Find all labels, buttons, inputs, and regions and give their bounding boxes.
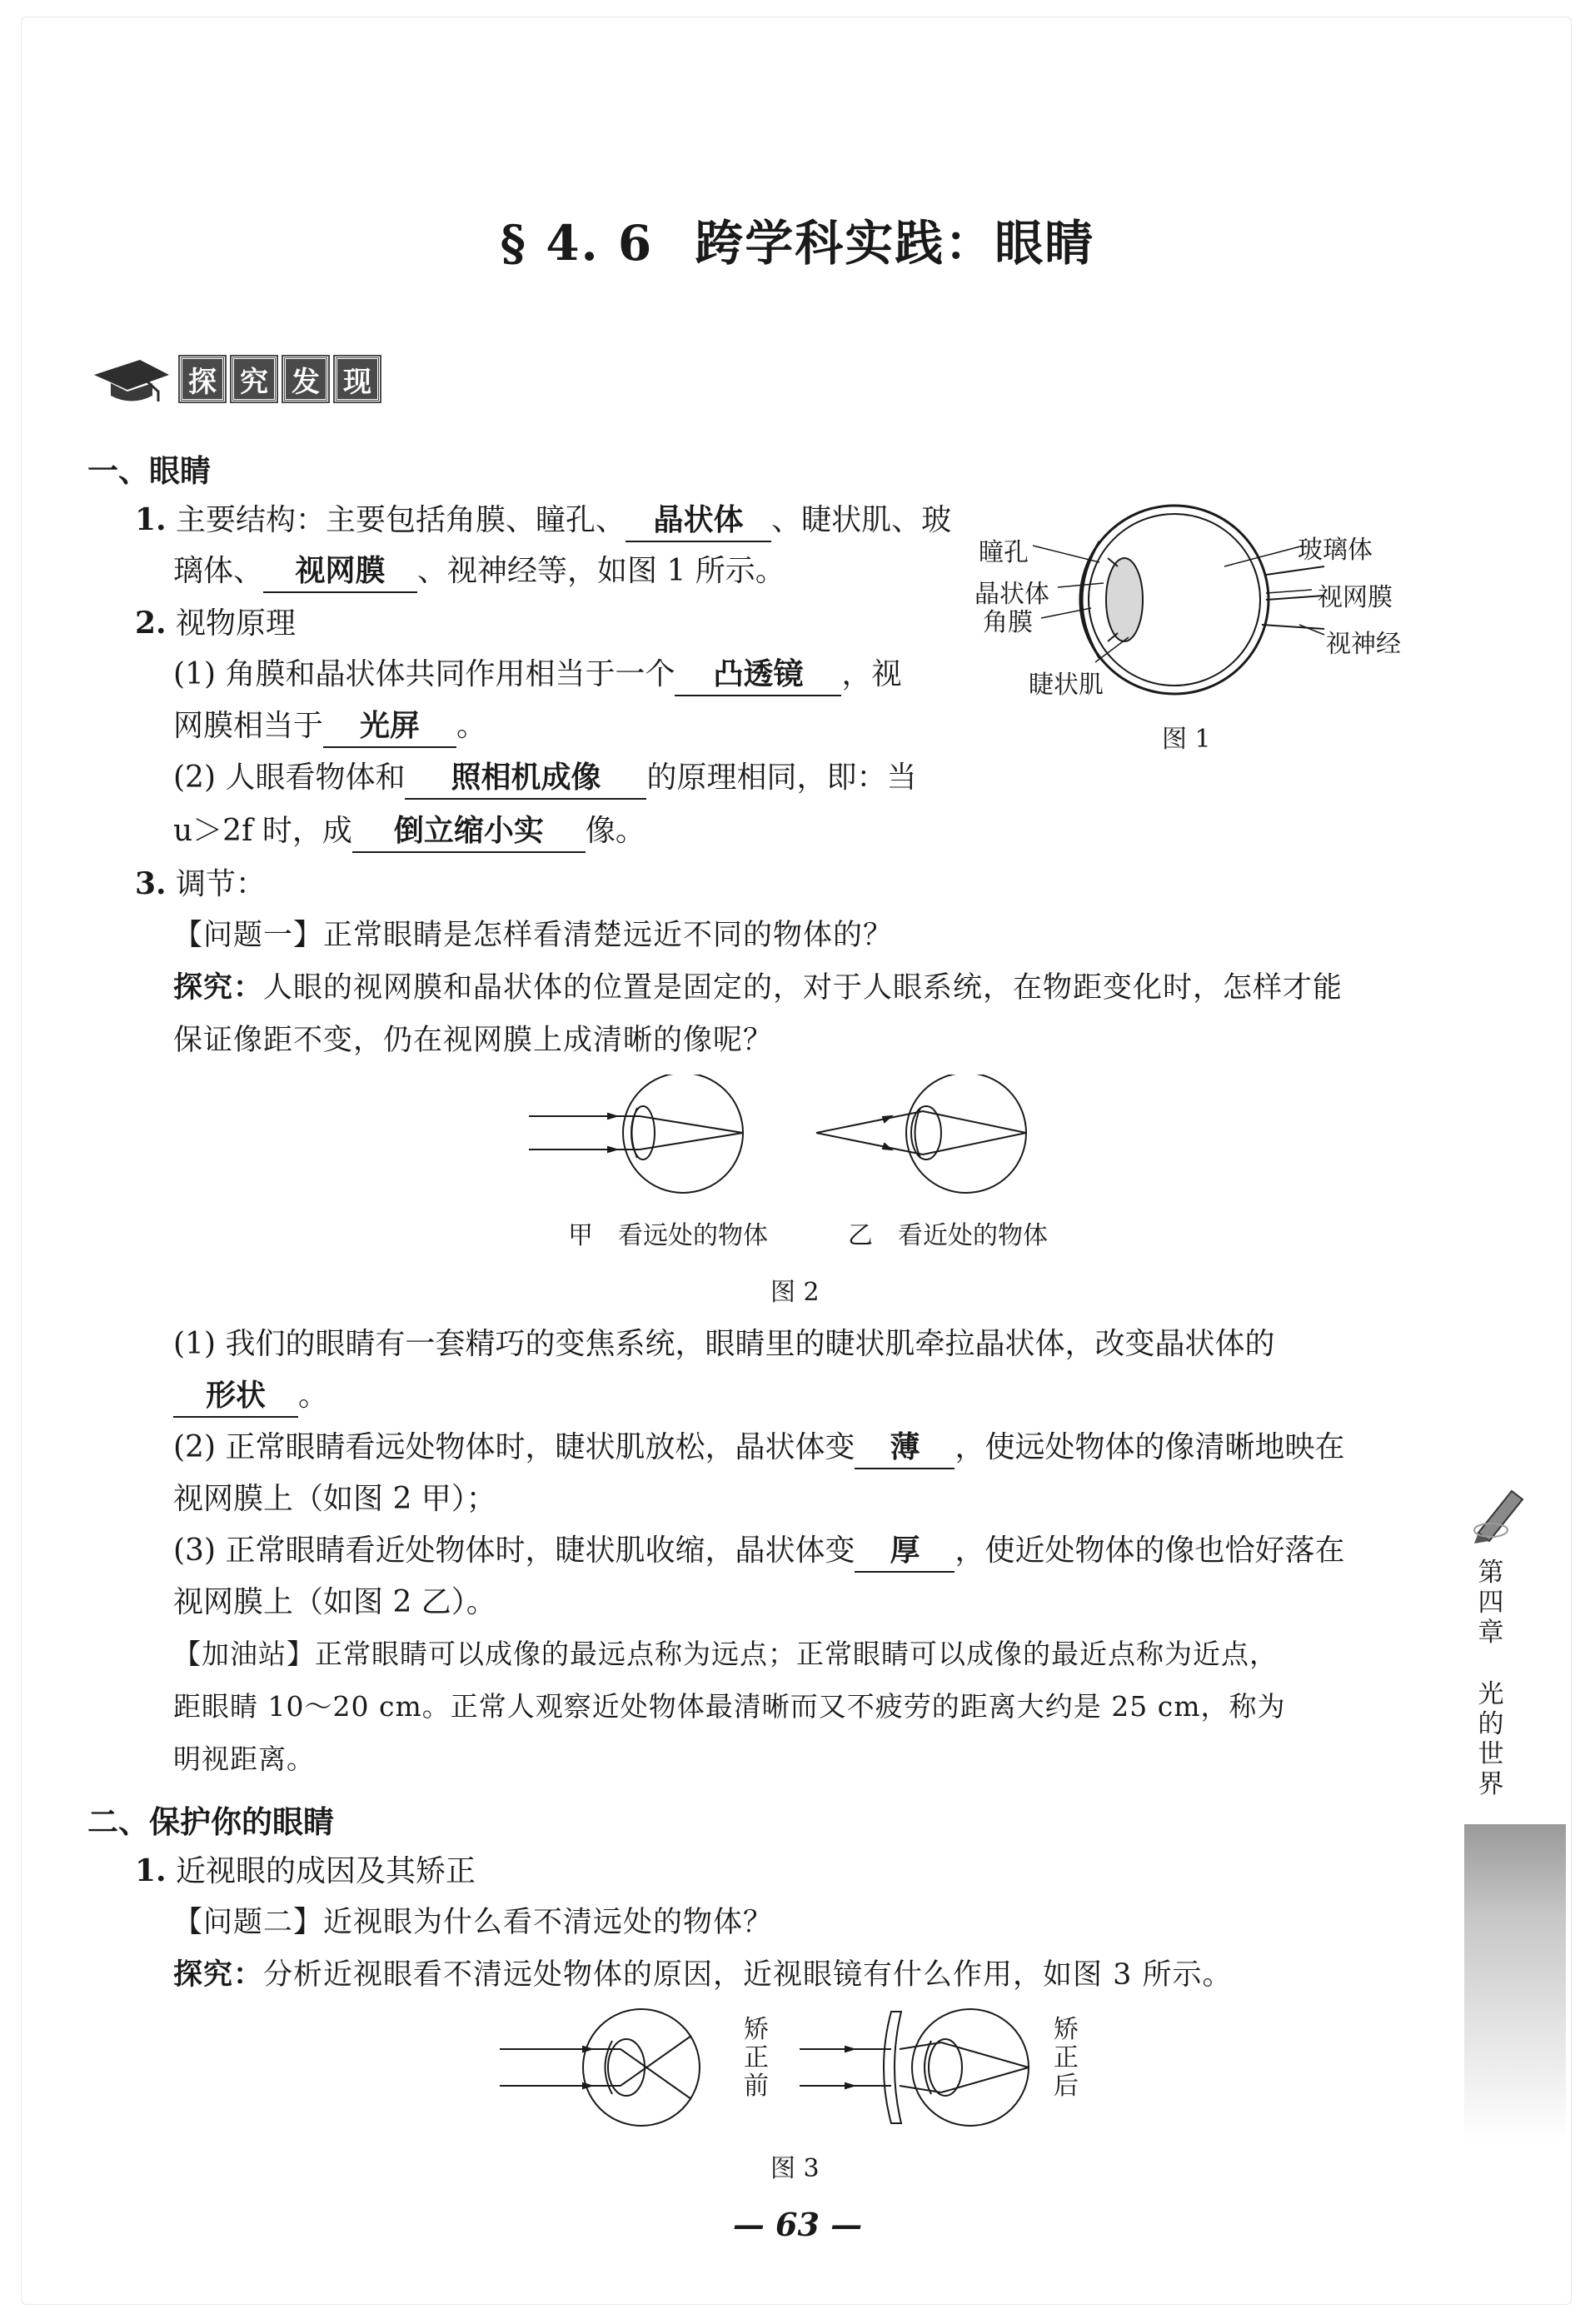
banner-char: 发 xyxy=(283,357,328,401)
figure3-before-label: 矫 正 前 xyxy=(744,2015,769,2101)
item2-p2-line2: u＞2f 时，成 倒立缩小实 像。 xyxy=(173,805,645,857)
answer-blank: 晶状体 xyxy=(626,501,771,542)
question2: 【问题二】近视眼为什么看不清远处的物体？ xyxy=(173,1906,774,1939)
explore1-line2: 保证像距不变，仍在视网膜上成清晰的像呢？ xyxy=(173,1024,774,1057)
answer-blank: 照相机成像 xyxy=(405,758,646,800)
chapter-side-tab: 第 四 章 光 的 世 界 xyxy=(1478,1558,1504,1799)
item2-title: 2. 视物原理 xyxy=(135,606,297,641)
explore-banner xyxy=(90,350,380,408)
answer-blank: 形状 xyxy=(173,1376,298,1418)
figure3-after-label: 矫 正 后 xyxy=(1054,2015,1079,2101)
label-lens: 晶状体 xyxy=(974,580,1049,609)
label-pupil: 瞳孔 xyxy=(979,538,1029,567)
figure2-caption: 图 2 xyxy=(770,1278,820,1307)
eye-diagram xyxy=(974,491,1458,741)
banner-char: 究 xyxy=(232,357,277,401)
answer1-line2: 形状 。 xyxy=(173,1370,328,1422)
label-vitreous: 玻璃体 xyxy=(1298,536,1373,565)
label-retina: 视网膜 xyxy=(1318,583,1393,612)
tip-line2: 距眼睛 10～20 cm。正常人观察近处物体最清晰而又不疲劳的距离大约是 25 cm，称为 xyxy=(173,1690,1286,1723)
figure3-diagram xyxy=(491,2007,1108,2132)
page-title xyxy=(0,204,1595,274)
answer3-line1: (3) 正常眼睛看近处物体时，睫状肌收缩，晶状体变 厚 ，使近处物体的像也恰好落在 xyxy=(173,1525,1344,1577)
retina-pointer xyxy=(1266,590,1312,593)
explore2: 探究：分析近视眼看不清远处物体的原因，近视眼镜有什么作用，如图 3 所示。 xyxy=(173,1957,1233,1992)
answer2-line2: 视网膜上（如图 2 甲）； xyxy=(173,1482,496,1516)
item2-p1-line1: (1) 角膜和晶状体共同作用相当于一个 凸透镜 ，视 xyxy=(173,649,901,701)
answer-blank: 倒立缩小实 xyxy=(352,811,586,853)
nerve-pointer xyxy=(1299,625,1324,635)
tip-line1: 【加油站】正常眼睛可以成像的最远点称为远点；正常眼睛可以成像的最近点称为近点， xyxy=(173,1638,1278,1670)
section-number: § 4. 6 xyxy=(500,215,654,272)
figure3-caption: 图 3 xyxy=(770,2154,820,2183)
item1-line2: 璃体、 视网膜 、视神经等，如图 1 所示。 xyxy=(173,546,785,597)
label-nerve: 视神经 xyxy=(1326,630,1401,659)
answer-blank: 视网膜 xyxy=(263,551,417,593)
answer2-line1: (2) 正常眼睛看远处物体时，睫状肌放松，晶状体变 薄 ，使远处物体的像清晰地映在 xyxy=(173,1422,1344,1474)
question1: 【问题一】正常眼睛是怎样看清楚远近不同的物体的？ xyxy=(173,919,894,952)
answer-blank: 凸透镜 xyxy=(675,655,841,696)
figure1-caption: 图 1 xyxy=(1162,725,1211,754)
explore1-line1: 探究：人眼的视网膜和晶状体的位置是固定的，对于人眼系统，在物距变化时，怎样才能 xyxy=(173,970,1343,1005)
answer-blank: 光屏 xyxy=(323,706,456,748)
vitreous-pointer xyxy=(1224,546,1303,566)
label-ciliary: 睫状肌 xyxy=(1029,671,1104,700)
figure2-diagram xyxy=(516,1075,1049,1199)
label-cornea: 角膜 xyxy=(983,608,1033,637)
item1-line1: 1. 主要结构：主要包括角膜、瞳孔、 晶状体 、睫状肌、玻 xyxy=(135,494,951,546)
answer-blank: 薄 xyxy=(855,1428,955,1469)
item3-title: 3. 调节： xyxy=(135,866,267,901)
section2-item1-title: 1. 近视眼的成因及其矫正 xyxy=(135,1853,476,1888)
item2-p2-line1: (2) 人眼看物体和 照相机成像 的原理相同，即：当 xyxy=(173,752,916,804)
figure2-left-label: 甲 看远处的物体 xyxy=(568,1221,768,1250)
figure2-right-label: 乙 看近处的物体 xyxy=(848,1221,1048,1250)
side-tab-gradient xyxy=(1464,1824,1566,2141)
section-title: 跨学科实践：眼睛 xyxy=(695,215,1095,272)
answer3-line2: 视网膜上（如图 2 乙）。 xyxy=(173,1585,496,1619)
page-number: — 63 — xyxy=(732,2206,863,2243)
pupil-pointer xyxy=(1033,546,1099,562)
answer-blank: 厚 xyxy=(855,1531,955,1573)
section1-heading: 一、眼睛 xyxy=(87,453,211,489)
pencil-icon xyxy=(1466,1479,1533,1545)
graduation-cap-icon xyxy=(90,350,173,408)
banner-char: 探 xyxy=(180,357,225,401)
tip-line3: 明视距离。 xyxy=(173,1743,315,1775)
answer1-line1: (1) 我们的眼睛有一套精巧的变焦系统，眼睛里的睫状肌牵拉晶状体，改变晶状体的 xyxy=(173,1327,1275,1361)
banner-char: 现 xyxy=(335,357,380,401)
item2-p1-line2: 网膜相当于 光屏 。 xyxy=(173,701,486,752)
section2-heading: 二、保护你的眼睛 xyxy=(87,1804,334,1840)
